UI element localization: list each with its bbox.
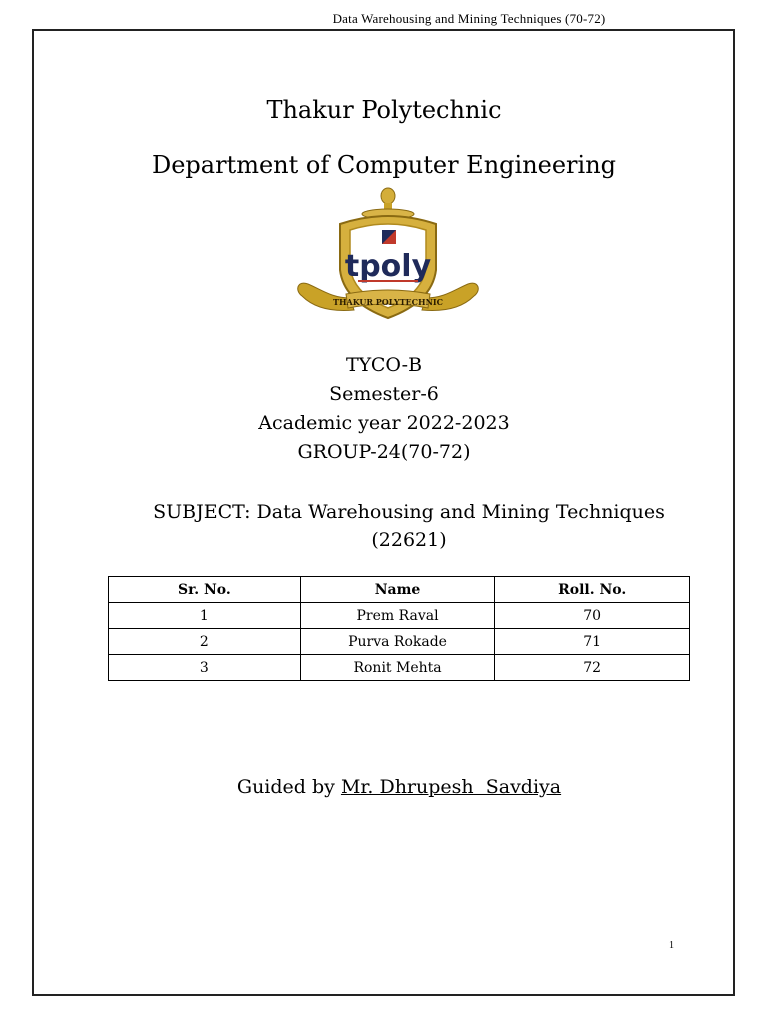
department-name: Department of Computer Engineering xyxy=(151,151,617,179)
guided-by-prefix: Guided by xyxy=(236,776,341,798)
logo-banner-text: THAKUR POLYTECHNIC xyxy=(332,297,444,307)
header-sr-no: Sr. No. xyxy=(109,577,301,603)
subject-code: (22621) xyxy=(371,529,447,551)
cell-sr-no: 3 xyxy=(109,655,301,681)
guide-name: Mr. Dhrupesh Savdiya xyxy=(340,776,562,798)
college-logo xyxy=(292,186,484,328)
class-label: TYCO-B xyxy=(345,354,423,376)
academic-year-label: Academic year 2022-2023 xyxy=(258,412,510,434)
semester-label: Semester-6 xyxy=(329,383,439,405)
cell-roll-no: 70 xyxy=(495,603,690,629)
cell-sr-no: 1 xyxy=(109,603,301,629)
header-name: Name xyxy=(300,577,495,603)
group-label: GROUP-24(70-72) xyxy=(297,441,471,463)
running-header: Data Warehousing and Mining Techniques (70-72) xyxy=(332,11,606,26)
cell-roll-no: 71 xyxy=(495,629,690,655)
table-row xyxy=(109,629,690,655)
table-row xyxy=(109,655,690,681)
institution-name: Thakur Polytechnic xyxy=(266,96,502,124)
cell-name: Purva Rokade xyxy=(300,629,495,655)
logo-wordmark: tpoly xyxy=(344,249,432,284)
guided-by xyxy=(0,776,768,798)
table-header-row xyxy=(109,577,690,603)
table-row xyxy=(109,603,690,629)
crest-icon xyxy=(292,186,484,328)
subject-line: SUBJECT: Data Warehousing and Mining Techniques xyxy=(153,501,665,523)
cell-name: Ronit Mehta xyxy=(300,655,495,681)
cell-roll-no: 72 xyxy=(495,655,690,681)
cell-name: Prem Raval xyxy=(300,603,495,629)
header-roll-no: Roll. No. xyxy=(495,577,690,603)
page-number: 1 xyxy=(669,940,674,951)
members-table xyxy=(108,576,690,681)
cell-sr-no: 2 xyxy=(109,629,301,655)
